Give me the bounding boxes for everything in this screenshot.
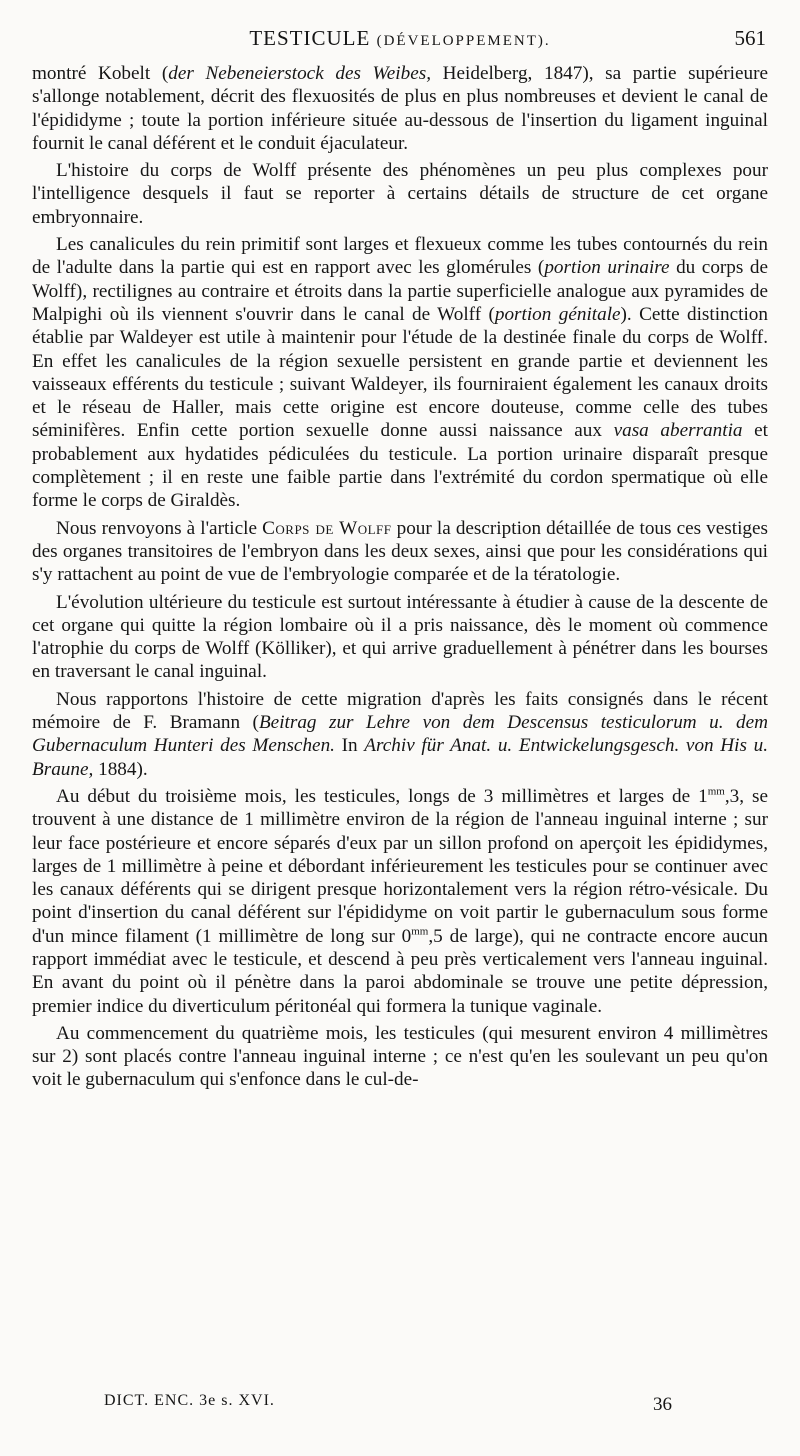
text-run: montré Kobelt ( (32, 63, 169, 84)
text-run: ,5 de large), qui ne contracte encore aucun rapport immédiat avec le testicule, et descend à peu près verticalement vers l'anneau inguinal. En avant du point où il pénètre dans la paroi abdominale se trouve une petite dépression, premier indice du diverticulum péritonéal qui formera la tunique vaginale. (32, 925, 769, 1017)
page-number: 561 (734, 26, 766, 50)
text-run: Au commencement du quatrième mois, les testicules (qui mesurent environ 4 millimètres sur 2) sont placés contre l'anneau inguinal interne ; ce n'est qu'en les soulevant un peu qu'on voit le gubernaculum qui s'enfonce dans le cul-de- (32, 1022, 768, 1091)
paragraph (32, 159, 768, 229)
page-footer (104, 1392, 672, 1420)
paragraph (32, 688, 768, 781)
page-title (34, 26, 766, 51)
text-run: Nous renvoyons à l'article (56, 517, 263, 539)
text-run: ). Cette distinction établie par Waldeyer est utile à maintenir pour l'étude de la destinée finale du corps de Wolff. En effet les canalicules de la région sexuelle persistent en grande partie et deviennent les vaisseaux efférents du testicule ; suivant Waldeyer, ils fourniraient également les canaux droits et le réseau de Haller, mais cette origine est encore douteuse, comme celle des tubes séminifères. Enfin cette portion sexuelle donne aussi naissance aux (32, 303, 768, 442)
text-run: In (334, 735, 365, 757)
text-run: Nous rapportons l'histoire de cette migration d'après les faits consignés dans le récent mémoire de F. Bramann ( (32, 688, 768, 734)
paragraph (32, 517, 768, 587)
header-title: TESTICULE (249, 26, 371, 50)
paragraph (32, 233, 768, 513)
running-header (34, 26, 766, 56)
text-run: Au début du troisième mois, les testicules, longs de 3 millimètres et larges de 1 (56, 785, 708, 807)
paragraph (32, 785, 768, 1018)
italic-run: Beitrag zur Lehre von dem Descensus testiculorum u. dem Gubernaculum Hunteri des Menschen. (32, 712, 768, 757)
text-run: L'évolution ultérieure du testicule est surtout intéressante à étudier à cause de la descente de cet organe qui quitte la région lombaire où il a pris naissance, dès le moment où commence l'atrophie du corps de Wolff (Kölliker), et qui arrive graduellement à pénétrer dans les bourses en traversant le canal inguinal. (32, 591, 768, 683)
signature-mark: DICT. ENC. 3e s. XVI. (104, 1392, 275, 1409)
text-run: du corps de Wolff), rectilignes au contraire et étroits dans la partie superficielle analogue aux pyramides de Malpighi où ils viennent s'ouvrir dans le canal de Wolff ( (32, 257, 769, 325)
italic-run: portion urinaire (544, 257, 670, 279)
body-text (32, 62, 768, 1092)
paragraph (32, 1022, 768, 1092)
italic-run: portion génitale (494, 303, 621, 325)
text-run: pour la description détaillée de tous ces vestiges des organes transitoires de l'embryon dans les deux sexes, ainsi que pour les considérations qui s'y rattachent au point de vue de l'embryologie comparée et de la tératologie. (32, 517, 768, 586)
superscript-run: mm (411, 925, 429, 938)
italic-run: Archiv für Anat. u. Entwickelungsgesch. von His u. Braune, (32, 735, 769, 780)
text-run: Heidelberg, 1847), sa partie supérieure s'allonge notablement, décrit des flexuosités de plus en plus nombreuses et devient le canal de l'épididyme ; toute la portion inférieure située au-dessous de l'insertion du ligament inguinal fournit le canal déférent et le conduit éjaculateur. (32, 63, 768, 154)
text-run: 1884). (93, 758, 148, 780)
text-run: L'histoire du corps de Wolff présente des phénomènes un peu plus complexes pour l'intelligence desquels il faut se reporter à certains détails de structure de cet organe embryonnaire. (32, 160, 768, 228)
italic-run: der Nebeneierstock des Weibes, (168, 63, 432, 84)
text-run: ,3, se trouvent à une distance de 1 millimètre environ de la région de l'anneau inguinal interne ; sur leur face postérieure et encore séparés d'eux par un sillon profond on aperçoit les épididymes, larges de 1 millimètre à peine et débordant inférieurement les testicules pour se continuer avec les canaux déférents qui se dirigent presque horizontalement vers la région rétro-vésicale. Du point d'insertion du canal déférent sur l'épididyme on voit partir le gubernaculum sous forme d'un mince filament (1 millimètre de long sur 0 (32, 785, 768, 947)
sheet-number: 36 (653, 1394, 672, 1415)
italic-run: vasa aberrantia (613, 420, 743, 442)
text-run: Les canalicules du rein primitif sont larges et flexueux comme les tubes contournés du rein de l'adulte dans la partie qui est en rapport avec les glomérules ( (32, 234, 768, 279)
smallcaps-run: Corps de Wolff (262, 517, 392, 539)
header-subtitle: (DÉVELOPPEMENT). (376, 33, 551, 49)
paragraph (32, 62, 768, 155)
superscript-run: mm (707, 785, 725, 798)
text-run: et probablement aux hydatides pédiculées du testicule. La portion urinaire disparaît presque complètement ; il en reste une faible partie dans l'extrémité du cordon spermatique où elle forme le corps de Giraldès. (32, 420, 768, 512)
paragraph (32, 591, 768, 684)
